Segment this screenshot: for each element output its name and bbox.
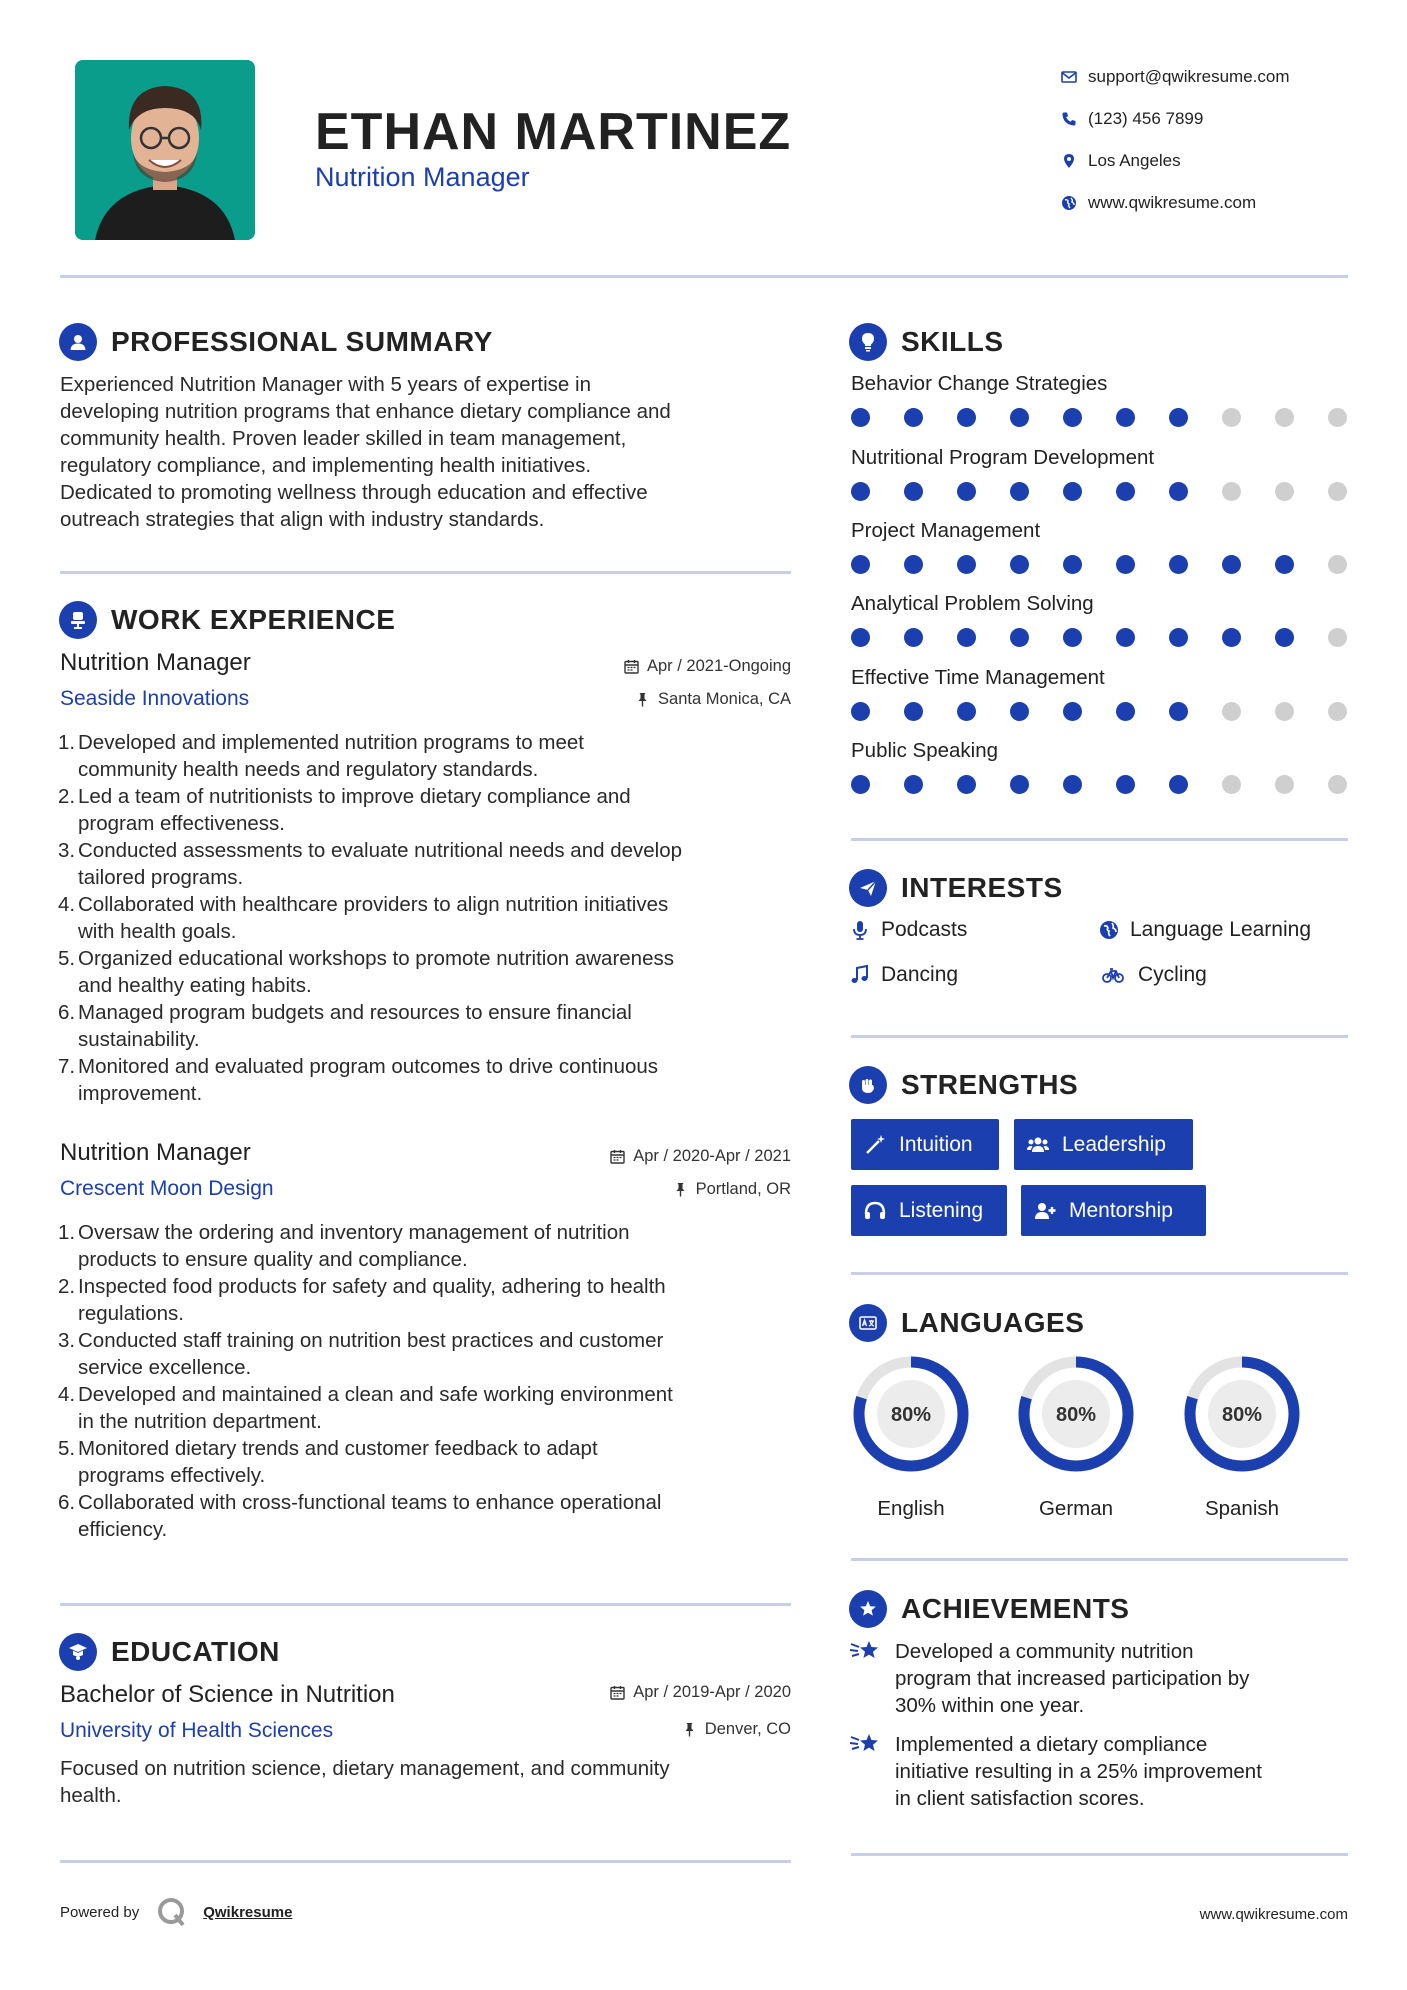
summary-line: developing nutrition programs that enhance dietary compliance and (60, 400, 671, 423)
paper-plane-icon (849, 869, 887, 907)
skill-rating (851, 775, 1349, 795)
job-2-bullet (60, 1273, 800, 1327)
skill-name: Nutritional Program Development (851, 446, 1155, 469)
skill-dot-filled (957, 555, 976, 574)
user-icon (59, 323, 97, 361)
interest-item (849, 918, 967, 942)
skill-dot-filled (1116, 775, 1135, 794)
education-line: Focused on nutrition science, dietary management, and community (60, 1757, 670, 1780)
skill-dot-filled (1063, 628, 1082, 647)
skill-dot-empty (1328, 775, 1347, 794)
job-1-bullet (60, 783, 800, 837)
skill-dot-filled (1063, 702, 1082, 721)
interests-title: INTERESTS (901, 872, 1063, 903)
bullet-line: program effectiveness. (78, 812, 286, 835)
bullet-number: 4. (58, 893, 76, 916)
skill-dot-filled (851, 628, 870, 647)
skill-name: Behavior Change Strategies (851, 372, 1108, 395)
achievement-item (849, 1638, 1349, 1719)
language-progress-ring (846, 1349, 976, 1479)
summary-line: outreach strategies that align with industry standards. (60, 508, 545, 531)
achievement-line: Implemented a dietary compliance (895, 1733, 1208, 1756)
strengths-heading (849, 1066, 1078, 1104)
education-location-text: Denver, CO (704, 1720, 791, 1738)
job-1-bullet (60, 729, 800, 783)
skill-dot-empty (1328, 555, 1347, 574)
skill-dot-filled (1169, 482, 1188, 501)
bullet-line: regulations. (78, 1302, 184, 1325)
job-1-location (491, 690, 791, 709)
skill-name: Public Speaking (851, 739, 999, 762)
skill-dot-filled (1010, 702, 1029, 721)
job-1-bullet (60, 999, 800, 1053)
bullet-number: 5. (58, 947, 76, 970)
achievements-heading (849, 1590, 1129, 1628)
bullet-line: Developed and implemented nutrition programs to meet (78, 731, 584, 754)
strength-label: Mentorship (1069, 1198, 1173, 1222)
bullet-line: efficiency. (78, 1518, 168, 1541)
bullet-line: Organized educational workshops to promote nutrition awareness (78, 947, 674, 970)
powered-by-label: Powered by (60, 1903, 140, 1921)
headphones-icon (863, 1199, 887, 1223)
education-location (491, 1720, 791, 1739)
skill-rating (851, 482, 1349, 502)
footer-url[interactable]: www.qwikresume.com (1199, 1906, 1348, 1923)
pushpin-icon (673, 1182, 688, 1197)
pushpin-icon (682, 1722, 697, 1737)
job-1-date (491, 657, 791, 676)
user-plus-icon (1033, 1199, 1057, 1223)
skill-dot-filled (1116, 628, 1135, 647)
skill-dot-filled (851, 482, 870, 501)
shooting-star-icon (849, 1636, 883, 1666)
bullet-number: 3. (58, 839, 76, 862)
summary-line: regulatory compliance, and implementing health initiatives. (60, 454, 592, 477)
skill-dot-filled (1010, 555, 1029, 574)
language-percent: 80% (1221, 1404, 1263, 1426)
achievement-text (895, 1731, 1262, 1812)
skill-dot-filled (1116, 555, 1135, 574)
job-2-bullets (60, 1219, 800, 1543)
skill-dot-filled (1010, 775, 1029, 794)
bullet-line: Monitored dietary trends and customer feedback to adapt (78, 1437, 598, 1460)
skill-dot-filled (851, 408, 870, 427)
skill-dot-empty (1275, 408, 1294, 427)
strength-tag-mentorship (1021, 1185, 1206, 1236)
achievement-line: in client satisfaction scores. (895, 1787, 1145, 1810)
skill-dot-filled (1169, 775, 1188, 794)
bullet-line: Collaborated with cross-functional teams to enhance operational (78, 1491, 662, 1514)
job-2-title: Nutrition Manager (60, 1139, 251, 1166)
strength-label: Listening (899, 1198, 984, 1222)
microphone-icon (849, 919, 871, 941)
skill-dot-filled (851, 555, 870, 574)
strengths-title: STRENGTHS (901, 1069, 1079, 1100)
skill-dot-filled (957, 702, 976, 721)
bullet-line: Developed and maintained a clean and safe working environment (78, 1383, 673, 1406)
summary-line: Dedicated to promoting wellness through education and effective (60, 481, 648, 504)
brand-link[interactable]: Qwikresume (203, 1903, 293, 1921)
bullet-line: Led a team of nutritionists to improve dietary compliance and (78, 785, 631, 808)
job-1-bullet (60, 945, 800, 999)
contact-phone-text: (123) 456 7899 (1088, 109, 1204, 128)
header-divider (60, 275, 1348, 278)
job-2-bullet (60, 1435, 800, 1489)
bullet-line: tailored programs. (78, 866, 244, 889)
skill-dot-filled (957, 408, 976, 427)
skill-dot-filled (957, 775, 976, 794)
skill-dot-filled (904, 555, 923, 574)
achievements-title: ACHIEVEMENTS (901, 1593, 1130, 1624)
skill-dot-empty (1275, 482, 1294, 501)
bullet-number: 2. (58, 785, 76, 808)
skill-dot-filled (1063, 408, 1082, 427)
calendar-icon (610, 1685, 625, 1700)
bullet-line: Inspected food products for safety and quality, adhering to health (78, 1275, 666, 1298)
skills-title: SKILLS (901, 326, 1004, 357)
skill-dot-empty (1222, 775, 1241, 794)
interest-item (1098, 963, 1207, 987)
candidate-name: ETHAN MARTINEZ (315, 103, 792, 161)
skill-dot-filled (1169, 702, 1188, 721)
education-date (491, 1683, 791, 1702)
bullet-number: 2. (58, 1275, 76, 1298)
interest-label: Podcasts (881, 918, 968, 941)
job-1-bullet (60, 1053, 800, 1107)
bullet-line: improvement. (78, 1082, 203, 1105)
language-item (1011, 1349, 1141, 1521)
language-item (1177, 1349, 1307, 1521)
contact-location (1050, 140, 1370, 182)
language-progress-ring (1177, 1349, 1307, 1479)
contact-website-text: www.qwikresume.com (1088, 193, 1257, 212)
job-1-bullet (60, 891, 800, 945)
achievement-line: initiative resulting in a 25% improvement (895, 1760, 1262, 1783)
language-progress-ring (1011, 1349, 1141, 1479)
contact-phone[interactable] (1050, 98, 1370, 140)
job-2-bullet (60, 1219, 800, 1273)
bullet-line: Monitored and evaluated program outcomes to drive continuous (78, 1055, 659, 1078)
skill-dot-filled (1010, 628, 1029, 647)
skill-name: Analytical Problem Solving (851, 592, 1094, 615)
globe-icon (1050, 195, 1088, 211)
bullet-line: Conducted staff training on nutrition best practices and customer (78, 1329, 664, 1352)
graduate-icon (59, 1633, 97, 1671)
summary-divider (60, 571, 791, 574)
strengths-divider (851, 1272, 1348, 1275)
skill-dot-filled (904, 628, 923, 647)
strength-label: Intuition (899, 1132, 973, 1156)
education-description (60, 1755, 800, 1809)
bullet-number: 6. (58, 1491, 76, 1514)
qwikresume-logo-icon (155, 1895, 189, 1929)
job-1-location-text: Santa Monica, CA (658, 690, 791, 708)
interest-label: Cycling (1138, 963, 1207, 986)
candidate-role: Nutrition Manager (315, 162, 530, 192)
skill-dot-empty (1328, 628, 1347, 647)
languages-divider (851, 1558, 1348, 1561)
contact-location-text: Los Angeles (1088, 151, 1181, 170)
footer-powered-by (60, 1895, 292, 1929)
bullet-line: with health goals. (78, 920, 237, 943)
education-line: health. (60, 1784, 122, 1807)
bullet-number: 1. (58, 1221, 76, 1244)
summary-line: Experienced Nutrition Manager with 5 years of expertise in (60, 373, 591, 396)
work-title: WORK EXPERIENCE (111, 604, 396, 635)
languages-title: LANGUAGES (901, 1307, 1085, 1338)
skill-dot-filled (904, 775, 923, 794)
phone-icon (1050, 111, 1088, 127)
bullet-line: Managed program budgets and resources to ensure financial (78, 1001, 632, 1024)
job-2-company[interactable]: Crescent Moon Design (60, 1177, 274, 1200)
contact-list (1050, 56, 1370, 224)
skill-dot-filled (957, 628, 976, 647)
skill-dot-empty (1328, 702, 1347, 721)
skill-dot-empty (1222, 408, 1241, 427)
achievement-line: 30% within one year. (895, 1694, 1085, 1717)
skill-dot-filled (1169, 555, 1188, 574)
skill-dot-filled (957, 482, 976, 501)
skill-rating (851, 408, 1349, 428)
language-icon (849, 1304, 887, 1342)
achievements-divider (851, 1853, 1348, 1856)
summary-title: PROFESSIONAL SUMMARY (111, 326, 493, 357)
achievement-line: Developed a community nutrition (895, 1640, 1194, 1663)
interest-item (1098, 918, 1311, 942)
shooting-star-icon (849, 1729, 883, 1759)
job-1-company[interactable]: Seaside Innovations (60, 687, 250, 710)
skill-dot-filled (1063, 775, 1082, 794)
achievement-line: program that increased participation by (895, 1667, 1250, 1690)
skill-dot-filled (851, 775, 870, 794)
job-2-date-text: Apr / 2020-Apr / 2021 (633, 1147, 791, 1165)
skill-dot-filled (1010, 408, 1029, 427)
strength-tag-listening (851, 1185, 1007, 1236)
contact-email-text: support@qwikresume.com (1088, 67, 1290, 86)
school-name[interactable]: University of Health Sciences (60, 1719, 334, 1742)
lightbulb-icon (849, 323, 887, 361)
job-2-bullet (60, 1489, 800, 1543)
globe-icon (1098, 919, 1120, 941)
bullet-number: 7. (58, 1055, 76, 1078)
job-2-location (491, 1180, 791, 1199)
bullet-line: in the nutrition department. (78, 1410, 322, 1433)
language-name: English (877, 1497, 945, 1520)
skill-dot-empty (1275, 702, 1294, 721)
job-1-date-text: Apr / 2021-Ongoing (646, 657, 791, 675)
interest-label: Dancing (881, 963, 959, 986)
contact-email[interactable] (1050, 56, 1370, 98)
job-2-bullet (60, 1381, 800, 1435)
bullet-line: Collaborated with healthcare providers to align nutrition initiatives (78, 893, 669, 916)
pushpin-icon (635, 692, 650, 707)
skill-dot-filled (1116, 482, 1135, 501)
summary-heading (59, 323, 493, 361)
skill-name: Effective Time Management (851, 666, 1105, 689)
bullet-line: Oversaw the ordering and inventory management of nutrition (78, 1221, 630, 1244)
skills-heading (849, 323, 1004, 361)
skill-dot-filled (1010, 482, 1029, 501)
bullet-number: 5. (58, 1437, 76, 1460)
work-divider (60, 1603, 791, 1606)
calendar-icon (624, 659, 639, 674)
bullet-number: 6. (58, 1001, 76, 1024)
education-heading (59, 1633, 280, 1671)
languages-heading (849, 1304, 1084, 1342)
bullet-line: programs effectively. (78, 1464, 266, 1487)
job-2-date (491, 1147, 791, 1166)
bullet-line: service excellence. (78, 1356, 252, 1379)
envelope-icon (1050, 69, 1088, 85)
magic-wand-icon (863, 1133, 887, 1157)
skill-rating (851, 555, 1349, 575)
skill-dot-filled (1169, 408, 1188, 427)
skill-dot-empty (1328, 408, 1347, 427)
users-icon (1026, 1133, 1050, 1157)
language-percent: 80% (1055, 1404, 1097, 1426)
skill-name: Project Management (851, 519, 1041, 542)
skill-dot-empty (1222, 482, 1241, 501)
degree-title: Bachelor of Science in Nutrition (60, 1681, 395, 1708)
skill-dot-filled (1275, 555, 1294, 574)
language-name: German (1038, 1497, 1114, 1520)
skill-dot-filled (1169, 628, 1188, 647)
job-2-location-text: Portland, OR (695, 1180, 791, 1198)
language-percent: 80% (890, 1404, 932, 1426)
fist-icon (849, 1066, 887, 1104)
achievement-text (895, 1638, 1249, 1719)
skill-dot-filled (1063, 555, 1082, 574)
interests-heading (849, 869, 1063, 907)
achievement-item (849, 1731, 1349, 1812)
interests-divider (851, 1035, 1348, 1038)
interest-item (849, 963, 958, 987)
education-divider (60, 1860, 791, 1863)
skill-dot-empty (1275, 775, 1294, 794)
map-pin-icon (1050, 153, 1088, 169)
skill-dot-filled (1275, 628, 1294, 647)
calendar-icon (610, 1149, 625, 1164)
contact-website[interactable] (1050, 182, 1370, 224)
music-note-icon (849, 964, 871, 986)
skill-dot-filled (1222, 555, 1241, 574)
skill-dot-filled (1116, 408, 1135, 427)
bullet-number: 3. (58, 1329, 76, 1352)
bullet-line: sustainability. (78, 1028, 200, 1051)
job-1-bullets (60, 729, 800, 1107)
language-name: Spanish (1204, 1497, 1280, 1520)
skill-dot-filled (904, 702, 923, 721)
bicycle-icon (1098, 964, 1128, 986)
skill-rating (851, 628, 1349, 648)
skill-dot-filled (1063, 482, 1082, 501)
skill-dot-empty (1328, 482, 1347, 501)
skill-dot-filled (904, 408, 923, 427)
language-item (846, 1349, 976, 1521)
education-title: EDUCATION (111, 1636, 280, 1667)
skill-dot-filled (1116, 702, 1135, 721)
bullet-line: products to ensure quality and compliance. (78, 1248, 468, 1271)
job-1-bullet (60, 837, 800, 891)
skill-dot-filled (904, 482, 923, 501)
bullet-line: community health needs and regulatory standards. (78, 758, 539, 781)
interest-label: Language Learning (1130, 918, 1312, 941)
strength-label: Leadership (1062, 1132, 1166, 1156)
profile-photo (75, 60, 255, 240)
summary-line: community health. Proven leader skilled in team management, (60, 427, 627, 450)
job-2-bullet (60, 1327, 800, 1381)
star-badge-icon (849, 1590, 887, 1628)
briefcase-chair-icon (59, 601, 97, 639)
skills-divider (851, 838, 1348, 841)
job-1-title: Nutrition Manager (60, 649, 251, 676)
bullet-line: and healthy eating habits. (78, 974, 312, 997)
skill-rating (851, 702, 1349, 722)
education-date-text: Apr / 2019-Apr / 2020 (633, 1683, 791, 1701)
work-heading (59, 601, 395, 639)
bullet-line: Conducted assessments to evaluate nutritional needs and develop (78, 839, 683, 862)
bullet-number: 1. (58, 731, 76, 754)
skill-dot-filled (1222, 628, 1241, 647)
summary-text (60, 371, 800, 533)
bullet-number: 4. (58, 1383, 76, 1406)
skill-dot-filled (851, 702, 870, 721)
skill-dot-empty (1222, 702, 1241, 721)
strength-tag-intuition (851, 1119, 999, 1170)
strength-tag-leadership (1014, 1119, 1193, 1170)
